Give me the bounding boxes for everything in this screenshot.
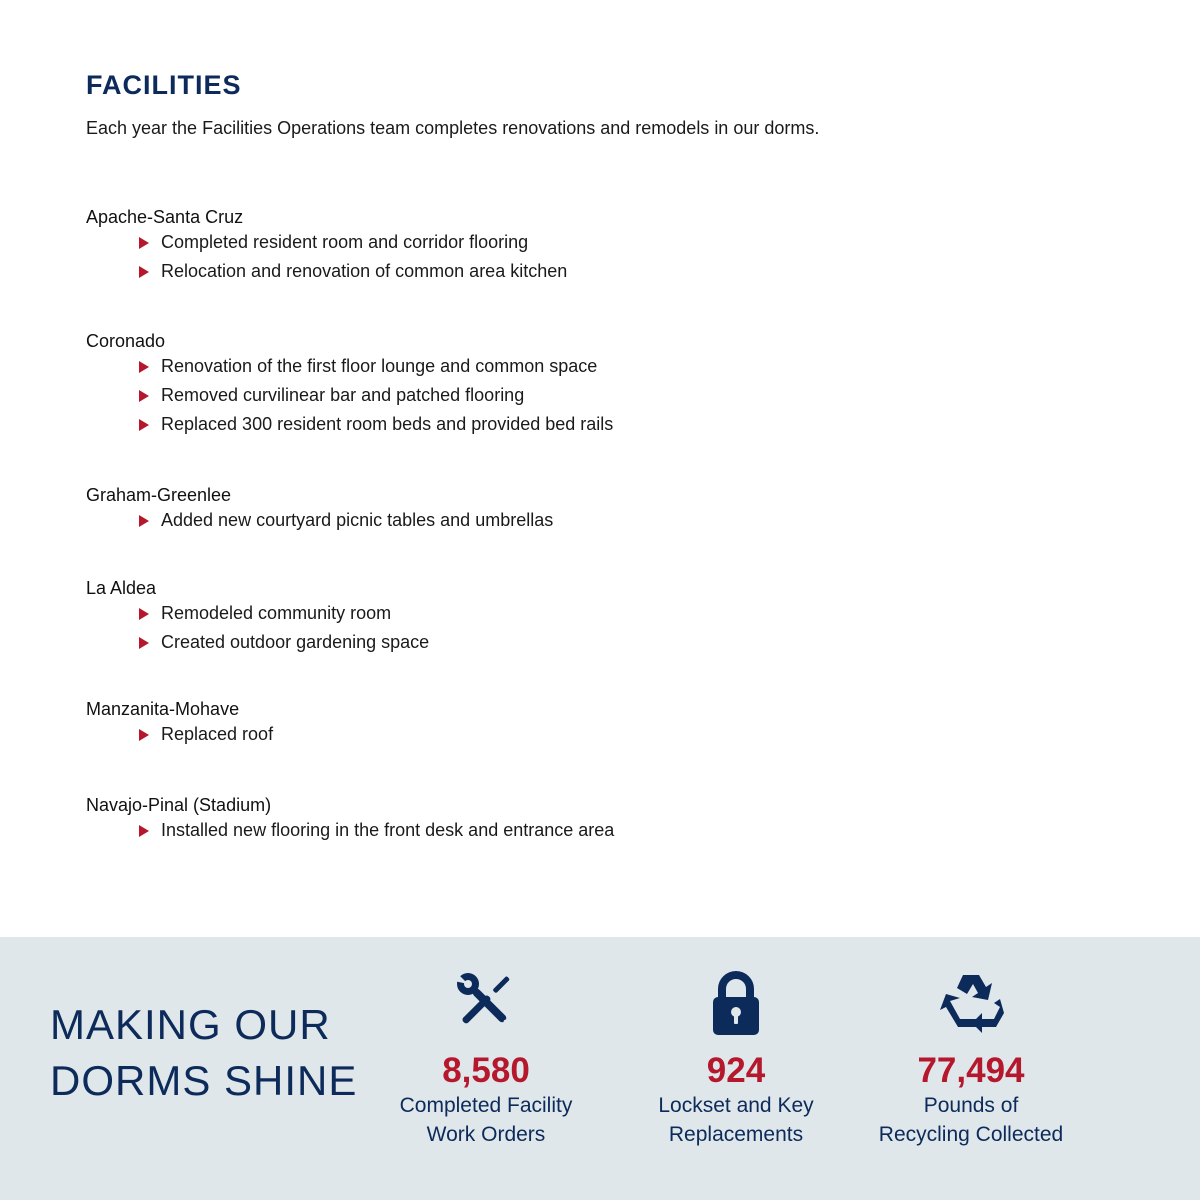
triangle-bullet-icon xyxy=(139,361,149,373)
list-item xyxy=(86,720,886,749)
list-item-text: Removed curvilinear bar and patched flooring xyxy=(161,385,525,405)
triangle-bullet-icon xyxy=(139,390,149,402)
stat-lockset-replacements xyxy=(611,967,861,1149)
intro-text: Each year the Facilities Operations team completes renovations and remodels in our dorms. xyxy=(86,118,820,138)
stat-label xyxy=(611,1091,861,1149)
dorms-shine-band xyxy=(0,937,1200,1200)
dorm-item-list xyxy=(86,506,886,535)
list-item xyxy=(86,599,886,628)
list-item xyxy=(86,410,886,439)
list-item xyxy=(86,228,886,257)
dorm-item-list xyxy=(86,352,886,439)
page-title: FACILITIES xyxy=(86,70,242,100)
dorm-section-navajo-pinal xyxy=(86,794,886,845)
stat-label-line: Work Orders xyxy=(426,1123,546,1146)
tools-icon xyxy=(451,967,521,1037)
stat-value: 924 xyxy=(706,1051,766,1090)
triangle-bullet-icon xyxy=(139,825,149,837)
dorm-section-coronado xyxy=(86,330,886,439)
list-item-text: Remodeled community room xyxy=(161,603,392,623)
list-item xyxy=(86,628,886,657)
stat-work-orders xyxy=(361,967,611,1149)
dorm-name: Manzanita-Mohave xyxy=(86,699,240,719)
list-item xyxy=(86,381,886,410)
list-item-text: Relocation and renovation of common area kitchen xyxy=(161,261,568,281)
list-item-text: Created outdoor gardening space xyxy=(161,632,430,652)
dorm-section-manzanita-mohave xyxy=(86,698,886,749)
dorm-name: La Aldea xyxy=(86,578,157,598)
stat-label-line: Lockset and Key xyxy=(658,1094,814,1117)
list-item-text: Renovation of the first floor lounge and common space xyxy=(161,356,598,376)
band-title-line: DORMS SHINE xyxy=(50,1057,358,1104)
stat-label xyxy=(846,1091,1096,1149)
list-item-text: Installed new flooring in the front desk and entrance area xyxy=(161,820,615,840)
list-item-text: Completed resident room and corridor flooring xyxy=(161,232,529,252)
dorm-name: Navajo-Pinal (Stadium) xyxy=(86,795,272,815)
list-item xyxy=(86,257,886,286)
triangle-bullet-icon xyxy=(139,419,149,431)
padlock-icon xyxy=(701,967,771,1037)
stat-label-line: Replacements xyxy=(668,1123,804,1146)
dorm-name: Coronado xyxy=(86,331,166,351)
dorm-item-list xyxy=(86,720,886,749)
triangle-bullet-icon xyxy=(139,729,149,741)
recycle-icon xyxy=(936,967,1006,1037)
list-item xyxy=(86,816,886,845)
stat-label-line: Completed Facility xyxy=(399,1094,573,1117)
triangle-bullet-icon xyxy=(139,515,149,527)
dorm-item-list xyxy=(86,816,886,845)
stat-value: 77,494 xyxy=(917,1051,1025,1090)
stat-recycling xyxy=(846,967,1096,1149)
dorm-item-list xyxy=(86,228,886,286)
band-title xyxy=(50,997,357,1109)
dorm-item-list xyxy=(86,599,886,657)
triangle-bullet-icon xyxy=(139,608,149,620)
list-item xyxy=(86,352,886,381)
triangle-bullet-icon xyxy=(139,637,149,649)
list-item xyxy=(86,506,886,535)
dorm-section-la-aldea xyxy=(86,577,886,657)
stat-label xyxy=(361,1091,611,1149)
triangle-bullet-icon xyxy=(139,237,149,249)
list-item-text: Replaced 300 resident room beds and provided bed rails xyxy=(161,414,614,434)
dorm-name: Graham-Greenlee xyxy=(86,485,232,505)
dorm-section-apache-santa-cruz xyxy=(86,206,886,286)
list-item-text: Added new courtyard picnic tables and umbrellas xyxy=(161,510,554,530)
triangle-bullet-icon xyxy=(139,266,149,278)
band-title-line: MAKING OUR xyxy=(50,1001,331,1048)
stat-label-line: Pounds of xyxy=(923,1094,1019,1117)
dorm-name: Apache-Santa Cruz xyxy=(86,207,244,227)
stat-value: 8,580 xyxy=(442,1051,530,1090)
stat-label-line: Recycling Collected xyxy=(878,1123,1064,1146)
dorm-section-graham-greenlee xyxy=(86,484,886,535)
list-item-text: Replaced roof xyxy=(161,724,274,744)
